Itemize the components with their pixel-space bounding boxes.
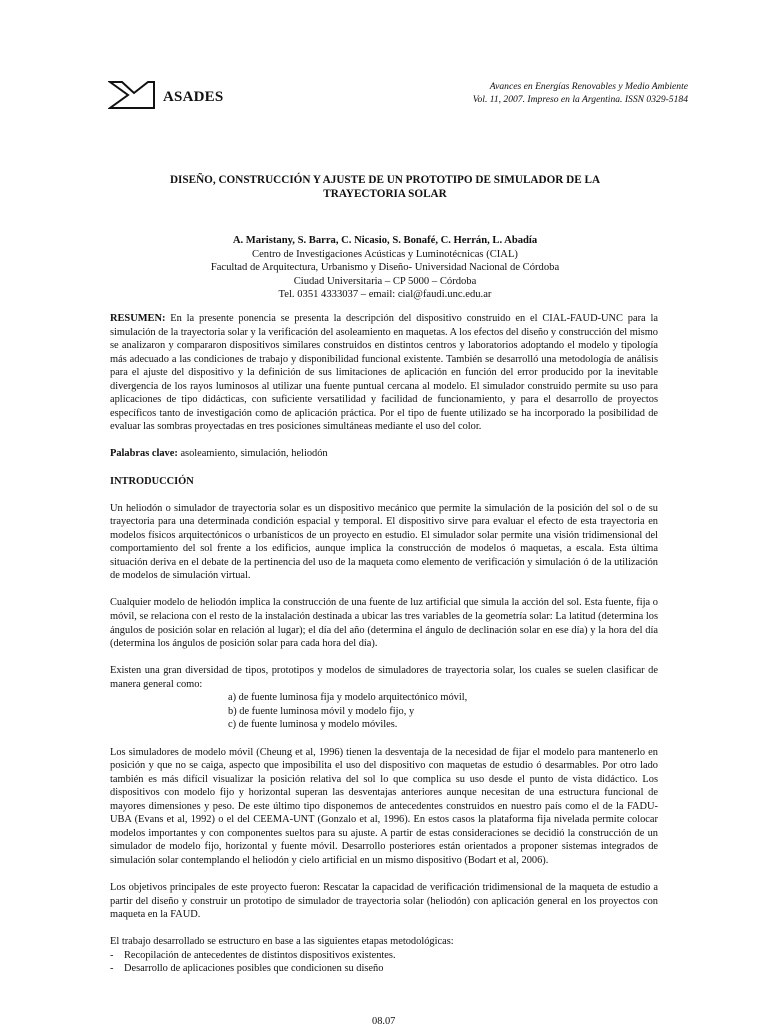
keywords	[110, 447, 658, 461]
keywords-label: Palabras clave:	[110, 448, 178, 460]
author-names: A. Maristany, S. Barra, C. Nicasio, S. Bonafé, C. Herrán, L. Abadía	[232, 235, 538, 246]
affiliation-faculty: Facultad de Arquitectura, Urbanismo y Diseño- Universidad Nacional de Córdoba	[210, 262, 560, 274]
list-item: b) de fuente luminosa móvil y modelo fijo, y	[228, 705, 415, 717]
list-item: a) de fuente luminosa fija y modelo arquitectónico móvil,	[228, 692, 468, 704]
affiliation-center: Centro de Investigaciones Acústicas y Luminotécnicas (CIAL)	[252, 248, 518, 260]
list-item-text: Recopilación de antecedentes de distintos dispositivos existentes.	[124, 949, 396, 961]
affiliation-address: Ciudad Universitaria – CP 5000 – Córdoba	[293, 275, 477, 287]
asades-logo-icon	[108, 80, 156, 110]
paragraph-6: El trabajo desarrollado se estructuro en base a las siguientes etapas metodológicas:	[110, 936, 454, 948]
list-dash: -	[110, 963, 114, 975]
journal-volume: Vol. 11, 2007. Impreso en la Argentina. ISSN 0329-5184	[472, 93, 688, 105]
title-line-1: DISEÑO, CONSTRUCCIÓN Y AJUSTE DE UN PROTOTIPO DE SIMULADOR DE LA	[169, 174, 601, 186]
classification-list	[110, 691, 658, 732]
abstract	[110, 312, 658, 434]
paragraph-5: Los objetivos principales de este proyecto fueron: Rescatar la capacidad de verificación tridimensional de la maqueta de estudio a partir del diseño y construir un prototipo de simulador de trayectoria solar (heliodón) con aplicación general en los proyectos con maqueta en la FAUD.	[110, 881, 658, 921]
list-item-text: Desarrollo de aplicaciones posibles que condicionen su diseño	[124, 963, 384, 975]
logo-text: ASADES	[163, 89, 224, 105]
affiliation-contact: Tel. 0351 4333037 – email: cial@faudi.unc.edu.ar	[278, 289, 492, 301]
paper-body	[110, 312, 658, 976]
paragraph-3: Existen una gran diversidad de tipos, prototipos y modelos de simuladores de trayectoria solar, los cuales se suelen clasificar de manera general como:	[110, 665, 658, 690]
author-block	[110, 234, 660, 302]
title-line-2: TRAYECTORIA SOLAR	[323, 188, 447, 200]
paragraph-1: Un heliodón o simulador de trayectoria solar es un dispositivo mecánico que permite la simulación de la posición del sol o de su trayectoria para una determinada condición espacial y temporal. El dispositivo sirve para evaluar el efecto de esta trayectoria en modelos físicos arquitectónicos o urbanísticos de un proyecto en estudio. El simulador solar permite una visión tridimensional del comportamiento del sol frente a los edificios, aunque implica la construcción de modelos ó maquetas, a escala. Esta última situación deriva en el debate de la pertinencia del uso de la maqueta como elemento de verificación y simulación ó de la utilización de modelos de simulación virtual.	[110, 502, 658, 582]
journal-info	[473, 81, 688, 106]
paragraph-2: Cualquier modelo de heliodón implica la construcción de una fuente de luz artificial que simula la acción del sol. Esta fuente, fija o móvil, se relaciona con el resto de la instalación destinada a ubicar las tres variables de la geometría solar: La latitud (determina los ángulos de posición solar en relación al lugar); el día del año (determina el ángulo de declinación solar en ese día) y la hora del día (determina los ángulos de posición solar para cada hora del día).	[110, 597, 658, 650]
list-item	[110, 962, 658, 976]
abstract-label: RESUMEN:	[110, 313, 166, 324]
stages-list	[110, 949, 658, 976]
page-number: 08.07	[372, 1016, 396, 1027]
paper-title	[110, 173, 660, 201]
list-item: c) de fuente luminosa y modelo móviles.	[228, 719, 398, 731]
keywords-text: asoleamiento, simulación, heliodón	[180, 448, 328, 460]
list-dash: -	[110, 949, 114, 961]
abstract-text: En la presente ponencia se presenta la descripción del dispositivo construido en el CIAL-FAUD-UNC para la simulación de la trayectoria solar y la verificación del asoleamiento en maquetas. A los efectos del diseño y construcción del mismo se analizaron y compararon dispositivos similares construidos en distintos centros y laboratorios adoptando el modelo y tipología más adecuado a las condiciones de trabajo y disponibilidad funcional existente. También se desarrolló una metodología de análisis para el ajuste del dispositivo y la definición de sus limitaciones de aplicación en función del error producido por la inevitable divergencia de los rayos luminosos al utilizar una fuente puntual cercana al modelo. El simulador construido permite su uso para aplicaciones de tipo didácticas, con suficiente versatilidad y facilidad de funcionamiento, y para el desarrollo de proyectos específicos tanto de investigación como de aplicación práctica. Por el tipo de fuente utilizado se ha incorporado la posibilidad de evaluar las sombras proyectadas en tres posiciones simultáneas mediante el uso del color.	[110, 313, 659, 433]
list-item	[110, 949, 658, 963]
paragraph-4: Los simuladores de modelo móvil (Cheung et al, 1996) tienen la desventaja de la necesidad de fijar el modelo para mantenerlo en posición y que no se caiga, aspecto que imposibilita el uso del dispositivo con maquetas de estudio ó desarmables. Por otro lado también es más difícil visualizar la posición relativa del sol lo que complica su uso desde el punto de vista didáctico. Los dispositivos con modelo fijo y horizontal superan las desventajas anteriores aunque necesitan de una estructura funcional de mayores dimensiones y peso. De este último tipo disponemos de antecedentes construidos en nuestro país como el de la FADU-UBA (Evans et al, 1992) o el del CEEMA-UNT (Gonzalo et al, 1996). En estos casos la plataforma fija nivelada permite colocar modelos importantes y con componentes sueltos para su ajuste. A partir de estas consideraciones se decidió la construcción de un simulador de modelo fijo, horizontal y fuente móvil. Desarrollo posteriores están orientados a proponer sistemas integrados de simulación solar contemplando el heliodón y cielo artificial en un mismo dispositivo (Bodart et al, 2006).	[110, 746, 658, 866]
journal-title: Avances en Energías Renovables y Medio Ambiente	[489, 81, 688, 92]
section-heading-introduccion: INTRODUCCIÓN	[110, 475, 194, 487]
